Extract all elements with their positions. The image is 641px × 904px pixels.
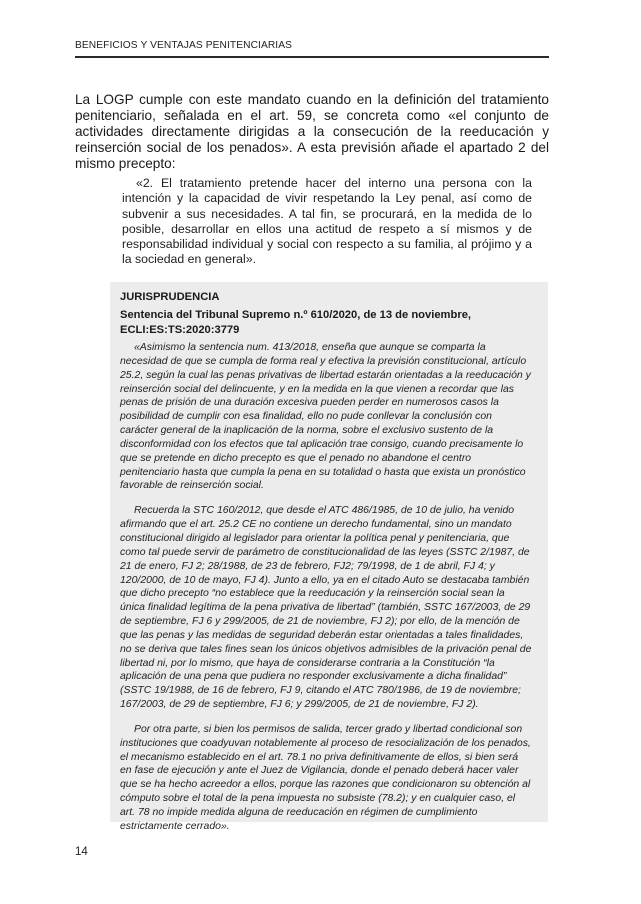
page-number: 14 [75, 846, 88, 858]
block-quote: «2. El tratamiento pretende hacer del interno una persona con la intención y la capacidad de vivir respetando la Ley penal, así como de subvenir a sus necesidades. A tal fin, se procurará, en la medida de lo posible, desarrollar en ellos una actitud de respeto a sí mismos y de responsabilidad individual y social con respecto a su familia, al prójimo y a la sociedad en general». [122, 176, 532, 267]
jurisprudencia-paragraph: Por otra parte, si bien los permisos de salida, tercer grado y libertad condicional son instituciones que coadyuvan notablemente al proceso de resocialización de los penados, el mecanismo establecido en el art. 78.1 no priva definitivamente de ellos, si bien será en fase de ejecución y ante el Juez de Vigilancia, donde el penado deberá hacer valer que se ha hecho acreedor a ellos, porque las razones que condicionaron su obtención al cómputo sobre el total de la pena impuesta no subsiste (78.2); y en cualquier caso, el art. 78 no impide medida alguna de reeducación en régimen de cumplimiento estrictamente cerrado». [120, 723, 531, 832]
jurisprudencia-title: JURISPRUDENCIA [120, 291, 220, 303]
intro-paragraph: La LOGP cumple con este mandato cuando en la definición del tratamiento penitenciario, señalada en el art. 59, se concreta como «el conjunto de actividades directamente dirigidas a la consecución de la reeducación y reinserción social de los penados». A esta previsión añade el apartado 2 del mismo precepto: [75, 92, 549, 171]
jurisprudencia-body [120, 341, 532, 845]
sentencia-citation: Sentencia del Tribunal Supremo n.º 610/2020, de 13 de noviembre, ECLI:ES:TS:2020:3779 [120, 309, 472, 336]
jurisprudencia-paragraph: Recuerda la STC 160/2012, que desde el ATC 486/1985, de 10 de julio, ha venido afirmando que el art. 25.2 CE no contiene un derecho fundamental, sino un mandato constitucional dirigido al legislador para orientar la política penal y penitenciaria, que como tal puede servir de parámetro de constitucionalidad de las leyes (SSTC 2/1987, de 21 de enero, FJ 2; 28/1988, de 23 de febrero, FJ2; 79/1998, de 1 de abril, FJ 4; y 120/2000, de 10 de mayo, FJ 4). Junto a ello, ya en el citado Auto se destacaba también que dicho precepto “no establece que la reeducación y la reinserción social sean la única finalidad legítima de la pena privativa de libertad” (también, SSTC 167/2003, de 29 de septiembre, FJ 6 y 299/2005, de 21 de noviembre, FJ 2); por ello, de la mención de que las penas y las medidas de seguridad deberán estar orientadas a tales finalidades, no se deriva que tales fines sean los únicos objetivos admisibles de la privación penal de libertad ni, por lo mismo, que haya de considerarse contraria a la Constitución “la aplicación de una pena que pudiera no responder exclusivamente a dicha finalidad” (SSTC 19/1988, de 16 de febrero, FJ 9, citando el ATC 780/1986, de 19 de noviembre; 167/2003, de 29 de septiembre, FJ 6; y 299/2005, de 21 de noviembre, FJ 2). [120, 505, 532, 711]
header-rule [75, 56, 549, 58]
jurisprudencia-box [110, 282, 548, 832]
jurisprudencia-paragraph: «Asimismo la sentencia num. 413/2018, enseña que aunque se comparta la necesidad de que se cumpla de forma real y efectiva la previsión constitucional, artículo 25.2, según la cual las penas privativas de libertad estarán orientadas a la reeducación y reinserción social del delincuente, y en la medida en la que vienen a recordar que las penas de prisión de una duración excesiva pueden perder en numerosos casos la posibilidad de cumplir con esa finalidad, ello no pude conllevar la conclusión con carácter general de la inaplicación de la norma, sobre el exclusivo sustento de la disconformidad con los efectos que tal aplicación trae consigo, cuando precisamente lo que se pretende en dicho precepto es que el penado no abandone el centro penitenciario hasta que cumpla la pena en su totalidad o hasta que exista un pronóstico favorable de reinserción social. [120, 342, 531, 492]
running-header: BENEFICIOS Y VENTAJAS PENITENCIARIAS [75, 40, 293, 51]
